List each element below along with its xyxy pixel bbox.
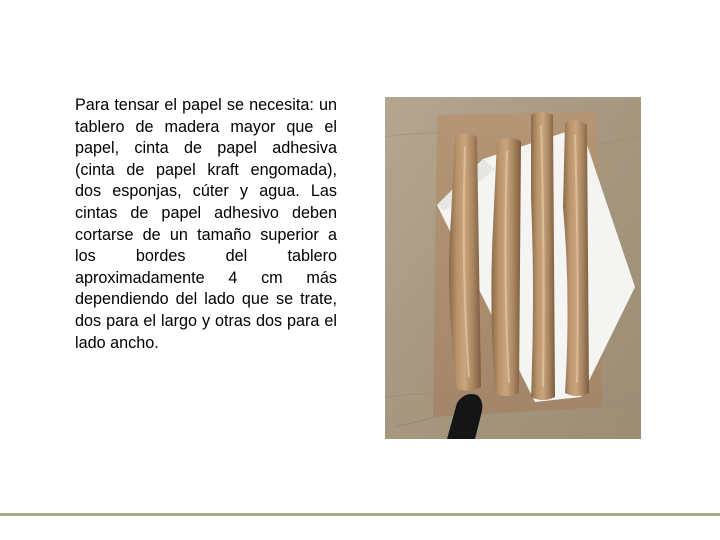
body-paragraph: Para tensar el papel se necesita: un tablero de madera mayor que el papel, cinta de papel adhesiva (cinta de papel kraft engomada), dos esponjas, cúter y agua. Las cintas de papel adhesivo deben cortarse de un tamaño superior a los bordes del tablero aproximadamente 4 cm más dependiendo del lado que se trate, dos para el largo y otras dos para el lado ancho.	[75, 96, 337, 352]
footer-divider	[0, 513, 720, 516]
photo-kraft-tape-strips	[385, 97, 641, 439]
